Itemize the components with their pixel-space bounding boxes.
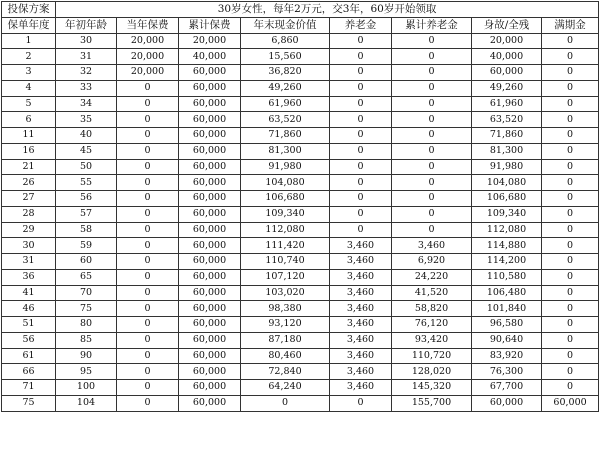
cell-policy-year: 4 xyxy=(2,80,56,96)
cell-maturity-benefit: 0 xyxy=(542,364,599,380)
cell-annual-premium: 0 xyxy=(117,112,179,128)
cell-death-disability: 20,000 xyxy=(472,33,542,49)
cell-cash-value: 109,340 xyxy=(241,206,330,222)
cell-cash-value: 107,120 xyxy=(241,269,330,285)
cell-cash-value: 72,840 xyxy=(241,364,330,380)
cell-cash-value: 63,520 xyxy=(241,112,330,128)
insurance-benefit-table-container xyxy=(1,1,598,412)
cell-annual-premium: 0 xyxy=(117,191,179,207)
cell-pension: 0 xyxy=(330,128,392,144)
cell-death-disability: 101,840 xyxy=(472,301,542,317)
table-row xyxy=(2,301,599,317)
cell-annual-premium: 0 xyxy=(117,317,179,333)
cell-start-age: 33 xyxy=(56,80,117,96)
cell-cumulative-pension: 58,820 xyxy=(392,301,472,317)
cell-annual-premium: 0 xyxy=(117,364,179,380)
cell-cash-value: 112,080 xyxy=(241,222,330,238)
cell-cumulative-premium: 60,000 xyxy=(179,143,241,159)
cell-annual-premium: 0 xyxy=(117,80,179,96)
cell-maturity-benefit: 0 xyxy=(542,301,599,317)
cell-cumulative-pension: 128,020 xyxy=(392,364,472,380)
cell-policy-year: 28 xyxy=(2,206,56,222)
cell-pension: 0 xyxy=(330,175,392,191)
cell-death-disability: 76,300 xyxy=(472,364,542,380)
cell-cumulative-pension: 0 xyxy=(392,112,472,128)
cell-policy-year: 61 xyxy=(2,348,56,364)
cell-cash-value: 110,740 xyxy=(241,254,330,270)
cell-cumulative-pension: 0 xyxy=(392,222,472,238)
cell-start-age: 85 xyxy=(56,332,117,348)
cell-maturity-benefit: 0 xyxy=(542,65,599,81)
cell-annual-premium: 0 xyxy=(117,206,179,222)
cell-pension: 3,460 xyxy=(330,332,392,348)
cell-start-age: 65 xyxy=(56,269,117,285)
cell-death-disability: 61,960 xyxy=(472,96,542,112)
cell-cash-value: 104,080 xyxy=(241,175,330,191)
cell-cumulative-pension: 0 xyxy=(392,191,472,207)
cell-policy-year: 29 xyxy=(2,222,56,238)
cell-cumulative-premium: 60,000 xyxy=(179,254,241,270)
cell-death-disability: 109,340 xyxy=(472,206,542,222)
cell-cumulative-pension: 3,460 xyxy=(392,238,472,254)
cell-policy-year: 11 xyxy=(2,128,56,144)
cell-start-age: 57 xyxy=(56,206,117,222)
cell-maturity-benefit: 0 xyxy=(542,238,599,254)
cell-maturity-benefit: 0 xyxy=(542,332,599,348)
cell-start-age: 59 xyxy=(56,238,117,254)
cell-pension: 0 xyxy=(330,96,392,112)
cell-pension: 3,460 xyxy=(330,269,392,285)
cell-cash-value: 91,980 xyxy=(241,159,330,175)
cell-cumulative-premium: 60,000 xyxy=(179,301,241,317)
cell-annual-premium: 20,000 xyxy=(117,65,179,81)
cell-death-disability: 63,520 xyxy=(472,112,542,128)
cell-start-age: 45 xyxy=(56,143,117,159)
cell-policy-year: 3 xyxy=(2,65,56,81)
cell-cumulative-pension: 0 xyxy=(392,143,472,159)
cell-cumulative-premium: 60,000 xyxy=(179,332,241,348)
table-row xyxy=(2,380,599,396)
table-row xyxy=(2,206,599,222)
cell-cumulative-premium: 60,000 xyxy=(179,285,241,301)
cell-death-disability: 90,640 xyxy=(472,332,542,348)
table-row xyxy=(2,96,599,112)
cell-cumulative-pension: 0 xyxy=(392,159,472,175)
cell-start-age: 35 xyxy=(56,112,117,128)
cell-cumulative-premium: 60,000 xyxy=(179,128,241,144)
cell-maturity-benefit: 0 xyxy=(542,317,599,333)
cell-annual-premium: 0 xyxy=(117,301,179,317)
cell-cash-value: 81,300 xyxy=(241,143,330,159)
cell-cumulative-premium: 60,000 xyxy=(179,80,241,96)
cell-pension: 3,460 xyxy=(330,380,392,396)
cell-start-age: 50 xyxy=(56,159,117,175)
cell-pension: 0 xyxy=(330,112,392,128)
cell-cumulative-premium: 60,000 xyxy=(179,206,241,222)
cell-cash-value: 111,420 xyxy=(241,238,330,254)
cell-pension: 3,460 xyxy=(330,348,392,364)
cell-start-age: 56 xyxy=(56,191,117,207)
cell-maturity-benefit: 0 xyxy=(542,206,599,222)
cell-policy-year: 2 xyxy=(2,49,56,65)
cell-policy-year: 31 xyxy=(2,254,56,270)
cell-death-disability: 112,080 xyxy=(472,222,542,238)
cell-death-disability: 60,000 xyxy=(472,395,542,411)
cell-cumulative-premium: 60,000 xyxy=(179,96,241,112)
table-row xyxy=(2,143,599,159)
cell-maturity-benefit: 0 xyxy=(542,254,599,270)
cell-start-age: 31 xyxy=(56,49,117,65)
cell-start-age: 90 xyxy=(56,348,117,364)
cell-policy-year: 16 xyxy=(2,143,56,159)
table-row xyxy=(2,364,599,380)
cell-death-disability: 81,300 xyxy=(472,143,542,159)
table-row xyxy=(2,317,599,333)
cell-maturity-benefit: 0 xyxy=(542,49,599,65)
table-row xyxy=(2,49,599,65)
cell-cumulative-pension: 155,700 xyxy=(392,395,472,411)
cell-cumulative-pension: 0 xyxy=(392,65,472,81)
table-row xyxy=(2,175,599,191)
cell-pension: 0 xyxy=(330,65,392,81)
cell-cash-value: 98,380 xyxy=(241,301,330,317)
cell-policy-year: 36 xyxy=(2,269,56,285)
cell-cumulative-premium: 60,000 xyxy=(179,159,241,175)
cell-cumulative-premium: 60,000 xyxy=(179,348,241,364)
header-pension: 养老金 xyxy=(330,17,392,33)
table-row xyxy=(2,348,599,364)
cell-cash-value: 80,460 xyxy=(241,348,330,364)
cell-death-disability: 114,880 xyxy=(472,238,542,254)
table-row xyxy=(2,395,599,411)
cell-cumulative-pension: 6,920 xyxy=(392,254,472,270)
table-row xyxy=(2,191,599,207)
cell-annual-premium: 0 xyxy=(117,222,179,238)
cell-maturity-benefit: 0 xyxy=(542,285,599,301)
cell-annual-premium: 0 xyxy=(117,96,179,112)
cell-annual-premium: 0 xyxy=(117,254,179,270)
cell-death-disability: 83,920 xyxy=(472,348,542,364)
cell-death-disability: 104,080 xyxy=(472,175,542,191)
table-row xyxy=(2,269,599,285)
cell-start-age: 95 xyxy=(56,364,117,380)
cell-death-disability: 110,580 xyxy=(472,269,542,285)
table-row xyxy=(2,80,599,96)
cell-pension: 0 xyxy=(330,49,392,65)
cell-maturity-benefit: 60,000 xyxy=(542,395,599,411)
cell-maturity-benefit: 0 xyxy=(542,175,599,191)
cell-start-age: 58 xyxy=(56,222,117,238)
cell-death-disability: 40,000 xyxy=(472,49,542,65)
header-cumulative-pension: 累计养老金 xyxy=(392,17,472,33)
cell-maturity-benefit: 0 xyxy=(542,128,599,144)
cell-pension: 3,460 xyxy=(330,285,392,301)
cell-policy-year: 66 xyxy=(2,364,56,380)
cell-maturity-benefit: 0 xyxy=(542,269,599,285)
cell-policy-year: 1 xyxy=(2,33,56,49)
cell-annual-premium: 0 xyxy=(117,128,179,144)
cell-cumulative-premium: 60,000 xyxy=(179,380,241,396)
cell-pension: 3,460 xyxy=(330,238,392,254)
cell-policy-year: 71 xyxy=(2,380,56,396)
cell-cumulative-pension: 0 xyxy=(392,33,472,49)
cell-maturity-benefit: 0 xyxy=(542,80,599,96)
table-row xyxy=(2,254,599,270)
cell-policy-year: 5 xyxy=(2,96,56,112)
cell-maturity-benefit: 0 xyxy=(542,380,599,396)
cell-annual-premium: 0 xyxy=(117,159,179,175)
cell-cumulative-premium: 60,000 xyxy=(179,364,241,380)
cell-cumulative-premium: 60,000 xyxy=(179,65,241,81)
cell-cumulative-pension: 0 xyxy=(392,96,472,112)
cell-maturity-benefit: 0 xyxy=(542,348,599,364)
cell-cash-value: 64,240 xyxy=(241,380,330,396)
cell-cumulative-pension: 24,220 xyxy=(392,269,472,285)
cell-annual-premium: 0 xyxy=(117,238,179,254)
cell-cash-value: 49,260 xyxy=(241,80,330,96)
cell-death-disability: 106,680 xyxy=(472,191,542,207)
cell-pension: 3,460 xyxy=(330,301,392,317)
cell-death-disability: 114,200 xyxy=(472,254,542,270)
cell-death-disability: 91,980 xyxy=(472,159,542,175)
cell-start-age: 75 xyxy=(56,301,117,317)
plan-label: 投保方案 xyxy=(2,2,56,18)
cell-cumulative-pension: 0 xyxy=(392,206,472,222)
cell-cash-value: 93,120 xyxy=(241,317,330,333)
cell-cumulative-premium: 60,000 xyxy=(179,238,241,254)
cell-cumulative-pension: 76,120 xyxy=(392,317,472,333)
header-cash-value: 年末现金价值 xyxy=(241,17,330,33)
header-policy-year: 保单年度 xyxy=(2,17,56,33)
cell-maturity-benefit: 0 xyxy=(542,159,599,175)
cell-cash-value: 103,020 xyxy=(241,285,330,301)
cell-pension: 3,460 xyxy=(330,317,392,333)
cell-pension: 3,460 xyxy=(330,254,392,270)
cell-annual-premium: 0 xyxy=(117,143,179,159)
cell-pension: 0 xyxy=(330,191,392,207)
cell-cash-value: 61,960 xyxy=(241,96,330,112)
header-maturity-benefit: 满期金 xyxy=(542,17,599,33)
cell-annual-premium: 0 xyxy=(117,348,179,364)
cell-start-age: 30 xyxy=(56,33,117,49)
cell-annual-premium: 0 xyxy=(117,332,179,348)
cell-cumulative-pension: 93,420 xyxy=(392,332,472,348)
cell-death-disability: 67,700 xyxy=(472,380,542,396)
header-annual-premium: 当年保费 xyxy=(117,17,179,33)
cell-start-age: 34 xyxy=(56,96,117,112)
cell-cumulative-premium: 60,000 xyxy=(179,175,241,191)
cell-death-disability: 49,260 xyxy=(472,80,542,96)
cell-maturity-benefit: 0 xyxy=(542,143,599,159)
table-row xyxy=(2,128,599,144)
cell-start-age: 70 xyxy=(56,285,117,301)
cell-pension: 0 xyxy=(330,80,392,96)
cell-policy-year: 56 xyxy=(2,332,56,348)
cell-pension: 0 xyxy=(330,395,392,411)
table-row xyxy=(2,65,599,81)
cell-cumulative-premium: 60,000 xyxy=(179,317,241,333)
cell-start-age: 104 xyxy=(56,395,117,411)
cell-start-age: 100 xyxy=(56,380,117,396)
cell-policy-year: 75 xyxy=(2,395,56,411)
table-row xyxy=(2,159,599,175)
cell-cumulative-pension: 110,720 xyxy=(392,348,472,364)
cell-annual-premium: 0 xyxy=(117,269,179,285)
cell-maturity-benefit: 0 xyxy=(542,96,599,112)
cell-start-age: 60 xyxy=(56,254,117,270)
cell-cumulative-premium: 40,000 xyxy=(179,49,241,65)
cell-annual-premium: 20,000 xyxy=(117,33,179,49)
cell-cash-value: 106,680 xyxy=(241,191,330,207)
cell-cumulative-premium: 60,000 xyxy=(179,222,241,238)
cell-annual-premium: 0 xyxy=(117,175,179,191)
cell-annual-premium: 20,000 xyxy=(117,49,179,65)
table-row xyxy=(2,33,599,49)
plan-row xyxy=(2,2,599,18)
table-row xyxy=(2,112,599,128)
plan-title: 30岁女性，每年2万元，交3年，60岁开始领取 xyxy=(56,2,599,18)
cell-cumulative-pension: 0 xyxy=(392,128,472,144)
cell-start-age: 80 xyxy=(56,317,117,333)
cell-pension: 0 xyxy=(330,222,392,238)
cell-pension: 0 xyxy=(330,143,392,159)
cell-death-disability: 96,580 xyxy=(472,317,542,333)
cell-cumulative-pension: 0 xyxy=(392,175,472,191)
cell-death-disability: 71,860 xyxy=(472,128,542,144)
cell-cash-value: 71,860 xyxy=(241,128,330,144)
cell-cumulative-premium: 60,000 xyxy=(179,269,241,285)
cell-cash-value: 87,180 xyxy=(241,332,330,348)
cell-cumulative-premium: 20,000 xyxy=(179,33,241,49)
cell-pension: 3,460 xyxy=(330,364,392,380)
cell-cash-value: 36,820 xyxy=(241,65,330,81)
cell-maturity-benefit: 0 xyxy=(542,112,599,128)
cell-pension: 0 xyxy=(330,159,392,175)
cell-policy-year: 6 xyxy=(2,112,56,128)
cell-policy-year: 41 xyxy=(2,285,56,301)
header-row xyxy=(2,17,599,33)
table-row xyxy=(2,238,599,254)
cell-start-age: 40 xyxy=(56,128,117,144)
cell-policy-year: 51 xyxy=(2,317,56,333)
cell-cumulative-pension: 41,520 xyxy=(392,285,472,301)
table-row xyxy=(2,285,599,301)
header-cumulative-premium: 累计保费 xyxy=(179,17,241,33)
cell-death-disability: 60,000 xyxy=(472,65,542,81)
cell-cumulative-premium: 60,000 xyxy=(179,395,241,411)
cell-cumulative-premium: 60,000 xyxy=(179,191,241,207)
table-row xyxy=(2,332,599,348)
cell-maturity-benefit: 0 xyxy=(542,191,599,207)
cell-death-disability: 106,480 xyxy=(472,285,542,301)
cell-policy-year: 26 xyxy=(2,175,56,191)
header-death-disability: 身故/全残 xyxy=(472,17,542,33)
cell-policy-year: 46 xyxy=(2,301,56,317)
cell-cumulative-pension: 145,320 xyxy=(392,380,472,396)
cell-cash-value: 15,560 xyxy=(241,49,330,65)
cell-cash-value: 0 xyxy=(241,395,330,411)
cell-annual-premium: 0 xyxy=(117,395,179,411)
cell-policy-year: 27 xyxy=(2,191,56,207)
cell-cash-value: 6,860 xyxy=(241,33,330,49)
cell-cumulative-pension: 0 xyxy=(392,80,472,96)
cell-annual-premium: 0 xyxy=(117,380,179,396)
cell-start-age: 55 xyxy=(56,175,117,191)
cell-maturity-benefit: 0 xyxy=(542,222,599,238)
insurance-benefit-table xyxy=(1,1,599,412)
cell-policy-year: 30 xyxy=(2,238,56,254)
cell-pension: 0 xyxy=(330,33,392,49)
header-start-age: 年初年龄 xyxy=(56,17,117,33)
table-row xyxy=(2,222,599,238)
cell-annual-premium: 0 xyxy=(117,285,179,301)
cell-maturity-benefit: 0 xyxy=(542,33,599,49)
cell-start-age: 32 xyxy=(56,65,117,81)
cell-cumulative-premium: 60,000 xyxy=(179,112,241,128)
cell-policy-year: 21 xyxy=(2,159,56,175)
cell-pension: 0 xyxy=(330,206,392,222)
cell-cumulative-pension: 0 xyxy=(392,49,472,65)
